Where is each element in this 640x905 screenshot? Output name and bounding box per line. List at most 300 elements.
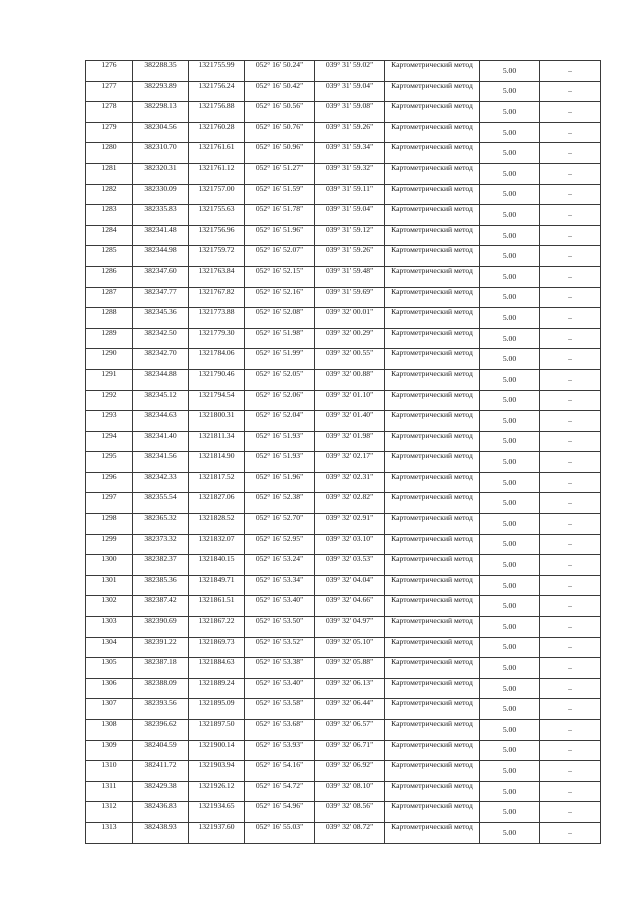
point-number-cell: 1301	[86, 575, 133, 596]
table-row	[86, 472, 601, 493]
method-cell: Картометрический метод	[385, 102, 480, 123]
method-cell: Картометрический метод	[385, 184, 480, 205]
x-coordinate-cell: 382404.59	[133, 740, 189, 761]
point-number-cell: 1276	[86, 61, 133, 82]
latitude-cell: 052° 16' 51.99"	[245, 349, 315, 370]
table-row	[86, 534, 601, 555]
x-coordinate-cell: 382342.70	[133, 349, 189, 370]
accuracy-cell: 5.00	[480, 637, 540, 658]
y-coordinate-cell: 1321767.82	[189, 287, 245, 308]
longitude-cell: 039° 32' 01.98"	[315, 431, 385, 452]
note-cell: –	[540, 534, 601, 555]
longitude-cell: 039° 32' 04.04"	[315, 575, 385, 596]
x-coordinate-cell: 382345.12	[133, 390, 189, 411]
note-cell: –	[540, 390, 601, 411]
table-row	[86, 802, 601, 823]
point-number-cell: 1298	[86, 514, 133, 535]
y-coordinate-cell: 1321756.88	[189, 102, 245, 123]
y-coordinate-cell: 1321814.90	[189, 452, 245, 473]
latitude-cell: 052° 16' 51.93"	[245, 452, 315, 473]
accuracy-cell: 5.00	[480, 205, 540, 226]
table-row	[86, 205, 601, 226]
point-number-cell: 1299	[86, 534, 133, 555]
method-cell: Картометрический метод	[385, 534, 480, 555]
latitude-cell: 052° 16' 53.24"	[245, 555, 315, 576]
y-coordinate-cell: 1321903.94	[189, 761, 245, 782]
x-coordinate-cell: 382344.88	[133, 369, 189, 390]
point-number-cell: 1281	[86, 163, 133, 184]
point-number-cell: 1297	[86, 493, 133, 514]
latitude-cell: 052° 16' 50.56"	[245, 102, 315, 123]
note-cell: –	[540, 555, 601, 576]
longitude-cell: 039° 31' 59.34"	[315, 143, 385, 164]
latitude-cell: 052° 16' 53.40"	[245, 596, 315, 617]
note-cell: –	[540, 596, 601, 617]
accuracy-cell: 5.00	[480, 411, 540, 432]
method-cell: Картометрический метод	[385, 472, 480, 493]
latitude-cell: 052° 16' 50.76"	[245, 122, 315, 143]
method-cell: Картометрический метод	[385, 411, 480, 432]
longitude-cell: 039° 31' 59.32"	[315, 163, 385, 184]
y-coordinate-cell: 1321784.06	[189, 349, 245, 370]
accuracy-cell: 5.00	[480, 720, 540, 741]
accuracy-cell: 5.00	[480, 143, 540, 164]
y-coordinate-cell: 1321790.46	[189, 369, 245, 390]
point-number-cell: 1296	[86, 472, 133, 493]
accuracy-cell: 5.00	[480, 287, 540, 308]
table-row	[86, 122, 601, 143]
note-cell: –	[540, 328, 601, 349]
table-row	[86, 431, 601, 452]
accuracy-cell: 5.00	[480, 781, 540, 802]
latitude-cell: 052° 16' 52.95"	[245, 534, 315, 555]
longitude-cell: 039° 31' 59.48"	[315, 266, 385, 287]
table-row	[86, 740, 601, 761]
longitude-cell: 039° 31' 59.04"	[315, 81, 385, 102]
x-coordinate-cell: 382342.50	[133, 328, 189, 349]
x-coordinate-cell: 382344.98	[133, 246, 189, 267]
point-number-cell: 1291	[86, 369, 133, 390]
note-cell: –	[540, 637, 601, 658]
y-coordinate-cell: 1321779.30	[189, 328, 245, 349]
longitude-cell: 039° 32' 08.56"	[315, 802, 385, 823]
y-coordinate-cell: 1321926.12	[189, 781, 245, 802]
latitude-cell: 052° 16' 53.50"	[245, 617, 315, 638]
point-number-cell: 1310	[86, 761, 133, 782]
point-number-cell: 1308	[86, 720, 133, 741]
point-number-cell: 1313	[86, 822, 133, 843]
method-cell: Картометрический метод	[385, 81, 480, 102]
x-coordinate-cell: 382320.31	[133, 163, 189, 184]
note-cell: –	[540, 184, 601, 205]
point-number-cell: 1285	[86, 246, 133, 267]
x-coordinate-cell: 382344.63	[133, 411, 189, 432]
longitude-cell: 039° 32' 08.72"	[315, 822, 385, 843]
longitude-cell: 039° 31' 59.08"	[315, 102, 385, 123]
latitude-cell: 052° 16' 52.07"	[245, 246, 315, 267]
note-cell: –	[540, 720, 601, 741]
longitude-cell: 039° 31' 59.04"	[315, 205, 385, 226]
note-cell: –	[540, 761, 601, 782]
accuracy-cell: 5.00	[480, 493, 540, 514]
note-cell: –	[540, 452, 601, 473]
accuracy-cell: 5.00	[480, 102, 540, 123]
accuracy-cell: 5.00	[480, 61, 540, 82]
y-coordinate-cell: 1321895.09	[189, 699, 245, 720]
x-coordinate-cell: 382310.70	[133, 143, 189, 164]
accuracy-cell: 5.00	[480, 184, 540, 205]
method-cell: Картометрический метод	[385, 596, 480, 617]
note-cell: –	[540, 163, 601, 184]
note-cell: –	[540, 81, 601, 102]
point-number-cell: 1306	[86, 678, 133, 699]
y-coordinate-cell: 1321759.72	[189, 246, 245, 267]
accuracy-cell: 5.00	[480, 596, 540, 617]
table-row	[86, 266, 601, 287]
table-row	[86, 287, 601, 308]
method-cell: Картометрический метод	[385, 781, 480, 802]
method-cell: Картометрический метод	[385, 122, 480, 143]
note-cell: –	[540, 699, 601, 720]
table-row	[86, 81, 601, 102]
longitude-cell: 039° 32' 02.82"	[315, 493, 385, 514]
note-cell: –	[540, 472, 601, 493]
longitude-cell: 039° 31' 59.11"	[315, 184, 385, 205]
accuracy-cell: 5.00	[480, 822, 540, 843]
point-number-cell: 1293	[86, 411, 133, 432]
accuracy-cell: 5.00	[480, 390, 540, 411]
longitude-cell: 039° 32' 01.40"	[315, 411, 385, 432]
x-coordinate-cell: 382345.36	[133, 308, 189, 329]
y-coordinate-cell: 1321840.15	[189, 555, 245, 576]
point-number-cell: 1279	[86, 122, 133, 143]
accuracy-cell: 5.00	[480, 658, 540, 679]
method-cell: Картометрический метод	[385, 575, 480, 596]
note-cell: –	[540, 802, 601, 823]
point-number-cell: 1304	[86, 637, 133, 658]
y-coordinate-cell: 1321773.88	[189, 308, 245, 329]
y-coordinate-cell: 1321934.65	[189, 802, 245, 823]
coordinates-table-body	[86, 61, 601, 844]
method-cell: Картометрический метод	[385, 328, 480, 349]
longitude-cell: 039° 32' 01.10"	[315, 390, 385, 411]
note-cell: –	[540, 740, 601, 761]
table-row	[86, 720, 601, 741]
accuracy-cell: 5.00	[480, 534, 540, 555]
y-coordinate-cell: 1321757.00	[189, 184, 245, 205]
note-cell: –	[540, 246, 601, 267]
table-row	[86, 699, 601, 720]
x-coordinate-cell: 382341.40	[133, 431, 189, 452]
method-cell: Картометрический метод	[385, 431, 480, 452]
y-coordinate-cell: 1321811.34	[189, 431, 245, 452]
y-coordinate-cell: 1321827.06	[189, 493, 245, 514]
latitude-cell: 052° 16' 53.40"	[245, 678, 315, 699]
latitude-cell: 052° 16' 50.24"	[245, 61, 315, 82]
latitude-cell: 052° 16' 50.96"	[245, 143, 315, 164]
x-coordinate-cell: 382293.89	[133, 81, 189, 102]
table-row	[86, 761, 601, 782]
x-coordinate-cell: 382390.69	[133, 617, 189, 638]
latitude-cell: 052° 16' 53.93"	[245, 740, 315, 761]
longitude-cell: 039° 31' 59.69"	[315, 287, 385, 308]
method-cell: Картометрический метод	[385, 205, 480, 226]
longitude-cell: 039° 32' 00.29"	[315, 328, 385, 349]
method-cell: Картометрический метод	[385, 143, 480, 164]
table-row	[86, 411, 601, 432]
accuracy-cell: 5.00	[480, 81, 540, 102]
method-cell: Картометрический метод	[385, 637, 480, 658]
accuracy-cell: 5.00	[480, 163, 540, 184]
longitude-cell: 039° 32' 00.88"	[315, 369, 385, 390]
point-number-cell: 1309	[86, 740, 133, 761]
accuracy-cell: 5.00	[480, 761, 540, 782]
point-number-cell: 1290	[86, 349, 133, 370]
latitude-cell: 052° 16' 51.96"	[245, 472, 315, 493]
accuracy-cell: 5.00	[480, 349, 540, 370]
point-number-cell: 1294	[86, 431, 133, 452]
longitude-cell: 039° 31' 59.12"	[315, 225, 385, 246]
latitude-cell: 052° 16' 54.96"	[245, 802, 315, 823]
note-cell: –	[540, 225, 601, 246]
point-number-cell: 1278	[86, 102, 133, 123]
x-coordinate-cell: 382385.36	[133, 575, 189, 596]
latitude-cell: 052° 16' 51.98"	[245, 328, 315, 349]
longitude-cell: 039° 32' 06.44"	[315, 699, 385, 720]
latitude-cell: 052° 16' 53.34"	[245, 575, 315, 596]
method-cell: Картометрический метод	[385, 349, 480, 370]
point-number-cell: 1295	[86, 452, 133, 473]
x-coordinate-cell: 382438.93	[133, 822, 189, 843]
longitude-cell: 039° 32' 00.55"	[315, 349, 385, 370]
note-cell: –	[540, 205, 601, 226]
longitude-cell: 039° 31' 59.26"	[315, 122, 385, 143]
longitude-cell: 039° 32' 02.91"	[315, 514, 385, 535]
method-cell: Картометрический метод	[385, 390, 480, 411]
latitude-cell: 052° 16' 52.06"	[245, 390, 315, 411]
method-cell: Картометрический метод	[385, 699, 480, 720]
latitude-cell: 052° 16' 51.93"	[245, 431, 315, 452]
y-coordinate-cell: 1321900.14	[189, 740, 245, 761]
note-cell: –	[540, 781, 601, 802]
y-coordinate-cell: 1321763.84	[189, 266, 245, 287]
note-cell: –	[540, 514, 601, 535]
latitude-cell: 052° 16' 51.96"	[245, 225, 315, 246]
point-number-cell: 1300	[86, 555, 133, 576]
point-number-cell: 1303	[86, 617, 133, 638]
x-coordinate-cell: 382304.56	[133, 122, 189, 143]
method-cell: Картометрический метод	[385, 617, 480, 638]
note-cell: –	[540, 575, 601, 596]
accuracy-cell: 5.00	[480, 472, 540, 493]
table-row	[86, 390, 601, 411]
table-row	[86, 308, 601, 329]
latitude-cell: 052° 16' 55.03"	[245, 822, 315, 843]
latitude-cell: 052° 16' 52.16"	[245, 287, 315, 308]
table-row	[86, 822, 601, 843]
note-cell: –	[540, 349, 601, 370]
note-cell: –	[540, 493, 601, 514]
longitude-cell: 039° 32' 05.88"	[315, 658, 385, 679]
accuracy-cell: 5.00	[480, 740, 540, 761]
coordinates-table	[85, 60, 601, 844]
note-cell: –	[540, 102, 601, 123]
note-cell: –	[540, 143, 601, 164]
accuracy-cell: 5.00	[480, 266, 540, 287]
latitude-cell: 052° 16' 52.04"	[245, 411, 315, 432]
x-coordinate-cell: 382429.38	[133, 781, 189, 802]
method-cell: Картометрический метод	[385, 822, 480, 843]
y-coordinate-cell: 1321861.51	[189, 596, 245, 617]
y-coordinate-cell: 1321761.61	[189, 143, 245, 164]
x-coordinate-cell: 382347.60	[133, 266, 189, 287]
y-coordinate-cell: 1321756.96	[189, 225, 245, 246]
x-coordinate-cell: 382411.72	[133, 761, 189, 782]
longitude-cell: 039° 32' 06.13"	[315, 678, 385, 699]
x-coordinate-cell: 382393.56	[133, 699, 189, 720]
y-coordinate-cell: 1321800.31	[189, 411, 245, 432]
table-row	[86, 514, 601, 535]
method-cell: Картометрический метод	[385, 266, 480, 287]
y-coordinate-cell: 1321761.12	[189, 163, 245, 184]
method-cell: Картометрический метод	[385, 452, 480, 473]
point-number-cell: 1284	[86, 225, 133, 246]
latitude-cell: 052° 16' 53.52"	[245, 637, 315, 658]
note-cell: –	[540, 122, 601, 143]
latitude-cell: 052° 16' 54.16"	[245, 761, 315, 782]
longitude-cell: 039° 32' 04.97"	[315, 617, 385, 638]
point-number-cell: 1283	[86, 205, 133, 226]
y-coordinate-cell: 1321849.71	[189, 575, 245, 596]
table-row	[86, 61, 601, 82]
point-number-cell: 1307	[86, 699, 133, 720]
x-coordinate-cell: 382391.22	[133, 637, 189, 658]
accuracy-cell: 5.00	[480, 225, 540, 246]
note-cell: –	[540, 61, 601, 82]
y-coordinate-cell: 1321755.99	[189, 61, 245, 82]
accuracy-cell: 5.00	[480, 575, 540, 596]
y-coordinate-cell: 1321832.07	[189, 534, 245, 555]
x-coordinate-cell: 382341.48	[133, 225, 189, 246]
x-coordinate-cell: 382341.56	[133, 452, 189, 473]
method-cell: Картометрический метод	[385, 308, 480, 329]
longitude-cell: 039° 32' 08.10"	[315, 781, 385, 802]
note-cell: –	[540, 678, 601, 699]
y-coordinate-cell: 1321828.52	[189, 514, 245, 535]
x-coordinate-cell: 382288.35	[133, 61, 189, 82]
table-row	[86, 575, 601, 596]
x-coordinate-cell: 382365.32	[133, 514, 189, 535]
method-cell: Картометрический метод	[385, 720, 480, 741]
accuracy-cell: 5.00	[480, 431, 540, 452]
longitude-cell: 039° 32' 00.01"	[315, 308, 385, 329]
x-coordinate-cell: 382382.37	[133, 555, 189, 576]
method-cell: Картометрический метод	[385, 658, 480, 679]
table-row	[86, 369, 601, 390]
table-row	[86, 658, 601, 679]
x-coordinate-cell: 382330.09	[133, 184, 189, 205]
table-row	[86, 596, 601, 617]
accuracy-cell: 5.00	[480, 514, 540, 535]
latitude-cell: 052° 16' 50.42"	[245, 81, 315, 102]
table-row	[86, 493, 601, 514]
y-coordinate-cell: 1321869.73	[189, 637, 245, 658]
latitude-cell: 052° 16' 52.08"	[245, 308, 315, 329]
table-row	[86, 555, 601, 576]
method-cell: Картометрический метод	[385, 740, 480, 761]
x-coordinate-cell: 382335.83	[133, 205, 189, 226]
longitude-cell: 039° 31' 59.02"	[315, 61, 385, 82]
table-row	[86, 225, 601, 246]
point-number-cell: 1311	[86, 781, 133, 802]
method-cell: Картометрический метод	[385, 287, 480, 308]
note-cell: –	[540, 287, 601, 308]
longitude-cell: 039° 32' 02.31"	[315, 472, 385, 493]
note-cell: –	[540, 411, 601, 432]
y-coordinate-cell: 1321755.63	[189, 205, 245, 226]
method-cell: Картометрический метод	[385, 761, 480, 782]
longitude-cell: 039° 32' 04.66"	[315, 596, 385, 617]
method-cell: Картометрический метод	[385, 225, 480, 246]
latitude-cell: 052° 16' 53.68"	[245, 720, 315, 741]
point-number-cell: 1282	[86, 184, 133, 205]
table-row	[86, 184, 601, 205]
table-row	[86, 328, 601, 349]
x-coordinate-cell: 382436.83	[133, 802, 189, 823]
table-row	[86, 781, 601, 802]
accuracy-cell: 5.00	[480, 678, 540, 699]
point-number-cell: 1312	[86, 802, 133, 823]
latitude-cell: 052° 16' 53.58"	[245, 699, 315, 720]
point-number-cell: 1288	[86, 308, 133, 329]
method-cell: Картометрический метод	[385, 802, 480, 823]
x-coordinate-cell: 382342.33	[133, 472, 189, 493]
point-number-cell: 1280	[86, 143, 133, 164]
table-row	[86, 143, 601, 164]
latitude-cell: 052° 16' 54.72"	[245, 781, 315, 802]
point-number-cell: 1292	[86, 390, 133, 411]
accuracy-cell: 5.00	[480, 617, 540, 638]
y-coordinate-cell: 1321760.28	[189, 122, 245, 143]
accuracy-cell: 5.00	[480, 452, 540, 473]
table-row	[86, 678, 601, 699]
y-coordinate-cell: 1321867.22	[189, 617, 245, 638]
latitude-cell: 052° 16' 52.38"	[245, 493, 315, 514]
note-cell: –	[540, 266, 601, 287]
longitude-cell: 039° 32' 03.10"	[315, 534, 385, 555]
y-coordinate-cell: 1321756.24	[189, 81, 245, 102]
longitude-cell: 039° 32' 06.92"	[315, 761, 385, 782]
latitude-cell: 052° 16' 52.15"	[245, 266, 315, 287]
latitude-cell: 052° 16' 51.27"	[245, 163, 315, 184]
y-coordinate-cell: 1321884.63	[189, 658, 245, 679]
method-cell: Картометрический метод	[385, 246, 480, 267]
point-number-cell: 1287	[86, 287, 133, 308]
x-coordinate-cell: 382396.62	[133, 720, 189, 741]
y-coordinate-cell: 1321794.54	[189, 390, 245, 411]
method-cell: Картометрический метод	[385, 555, 480, 576]
table-row	[86, 452, 601, 473]
note-cell: –	[540, 822, 601, 843]
table-row	[86, 246, 601, 267]
point-number-cell: 1277	[86, 81, 133, 102]
longitude-cell: 039° 32' 06.71"	[315, 740, 385, 761]
x-coordinate-cell: 382387.42	[133, 596, 189, 617]
method-cell: Картометрический метод	[385, 61, 480, 82]
latitude-cell: 052° 16' 53.38"	[245, 658, 315, 679]
longitude-cell: 039° 32' 03.53"	[315, 555, 385, 576]
x-coordinate-cell: 382373.32	[133, 534, 189, 555]
